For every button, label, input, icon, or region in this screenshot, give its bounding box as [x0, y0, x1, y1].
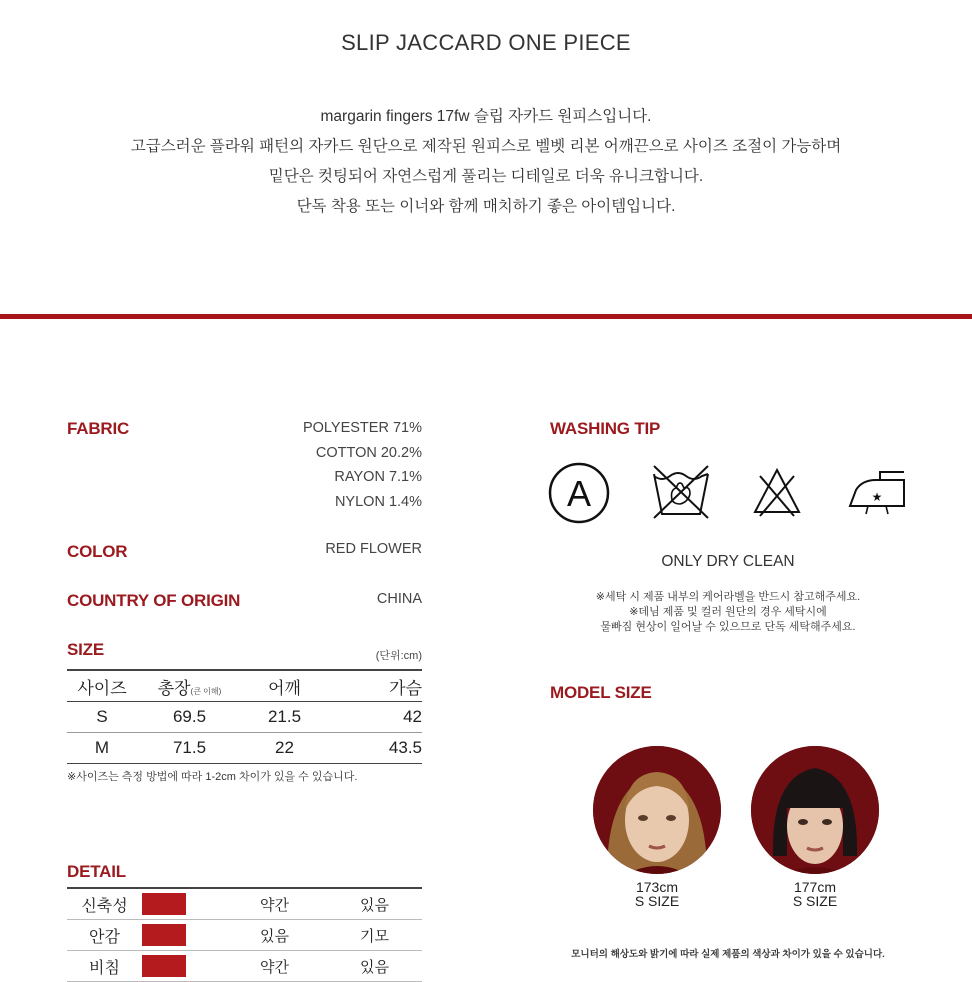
size-cell: M [67, 733, 137, 764]
fabric-list [260, 416, 422, 514]
size-header: 어깨 [242, 670, 327, 702]
no-hand-wash-icon [650, 462, 712, 522]
size-note: ※사이즈는 측정 방법에 따라 1-2cm 차이가 있을 수 있습니다. [67, 771, 358, 783]
washing-note: ※세탁 시 제품 내부의 케어라벨을 반드시 참고해주세요. [595, 591, 861, 603]
detail-option: 있음 [260, 927, 289, 945]
product-description [0, 102, 972, 222]
description-line: 고급스러운 플라워 패턴의 자카드 원단으로 제작된 원피스로 벨벳 리본 어깨끈으로 사이즈 조절이 가능하며 [130, 138, 842, 155]
origin-value: CHINA [376, 591, 422, 607]
model-photo [751, 746, 879, 874]
fabric-item: COTTON 20.2% [315, 444, 422, 461]
svg-text:★: ★ [871, 490, 883, 504]
model-height: 177cm [793, 879, 837, 895]
dry-clean-a-letter: A [566, 473, 592, 514]
detail-option-selected [142, 955, 222, 977]
description-line: 밑단은 컷팅되어 자연스럽게 풀리는 디테일로 더욱 유니크합니다. [268, 168, 704, 185]
size-cell: 71.5 [137, 733, 242, 764]
size-table [67, 669, 422, 764]
color-value: RED FLOWER [325, 541, 422, 557]
detail-option: 약간 [260, 958, 289, 976]
size-header: 가슴 [327, 670, 422, 702]
detail-heading: DETAIL [67, 862, 126, 881]
size-heading: SIZE [67, 640, 104, 659]
size-cell: S [67, 702, 137, 733]
detail-option: 약간 [260, 896, 289, 914]
size-header-label: 총장 [157, 678, 191, 698]
selected-marker [142, 955, 186, 977]
washing-note: 물빠짐 현상이 일어날 수 있으므로 단독 세탁해주세요. [600, 621, 856, 633]
size-cell: 21.5 [242, 702, 327, 733]
model-size-heading: MODEL SIZE [550, 683, 652, 702]
detail-label: 신축성 [81, 897, 128, 915]
washing-notes [548, 590, 908, 635]
washing-note: ※데님 제품 및 컬러 원단의 경우 세탁시에 [629, 606, 827, 618]
detail-table [67, 887, 422, 982]
detail-option-selected [142, 893, 222, 915]
color-disclaimer [548, 947, 908, 962]
no-bleach-icon [752, 462, 802, 518]
description-line: 단독 착용 또는 이너와 함께 매치하기 좋은 아이템입니다. [296, 198, 676, 215]
fabric-heading: FABRIC [67, 419, 130, 438]
washing-heading: WASHING TIP [550, 419, 661, 438]
detail-option: 있음 [360, 896, 389, 914]
table-row [67, 702, 422, 733]
size-header-row [67, 670, 422, 702]
low-iron-icon [846, 462, 910, 518]
size-cell: 22 [242, 733, 327, 764]
model-size: S SIZE [792, 893, 838, 909]
product-title: SLIP JACCARD ONE PIECE [341, 30, 631, 55]
disclaimer-line: 모니터의 해상도와 밝기에 따라 실제 제품의 색상과 차이가 있을 수 있습니다. [571, 949, 885, 960]
detail-label: 비침 [89, 959, 120, 977]
section-divider [0, 314, 972, 319]
selected-marker [142, 893, 186, 915]
washing-icons [548, 462, 912, 522]
detail-row [67, 951, 422, 982]
detail-option-selected [142, 924, 222, 946]
model-height: 173cm [635, 879, 679, 895]
size-header: 사이즈 [67, 670, 137, 702]
detail-option: 기모 [360, 927, 389, 945]
detail-option: 있음 [360, 958, 389, 976]
dry-clean-label: ONLY DRY CLEAN [661, 553, 795, 570]
size-cell: 42 [327, 702, 422, 733]
selected-marker [142, 924, 186, 946]
origin-heading: COUNTRY OF ORIGIN [67, 591, 241, 610]
detail-label: 안감 [89, 928, 120, 946]
size-header [137, 670, 242, 702]
color-heading: COLOR [67, 542, 128, 561]
size-unit: (단위:cm) [375, 650, 422, 662]
fabric-item: RAYON 7.1% [334, 469, 422, 485]
fabric-item: POLYESTER 71% [302, 420, 422, 436]
dry-clean-a-icon [548, 462, 610, 524]
model-size: S SIZE [634, 893, 680, 909]
model-photo [593, 746, 721, 874]
size-cell: 43.5 [327, 733, 422, 764]
detail-row [67, 889, 422, 920]
detail-row [67, 920, 422, 951]
table-row [67, 733, 422, 764]
size-cell: 69.5 [137, 702, 242, 733]
fabric-item: NYLON 1.4% [334, 493, 422, 510]
size-header-note: (큰 이해) [190, 686, 222, 696]
description-line: margarin fingers 17fw 슬립 자카드 원피스입니다. [320, 108, 652, 125]
